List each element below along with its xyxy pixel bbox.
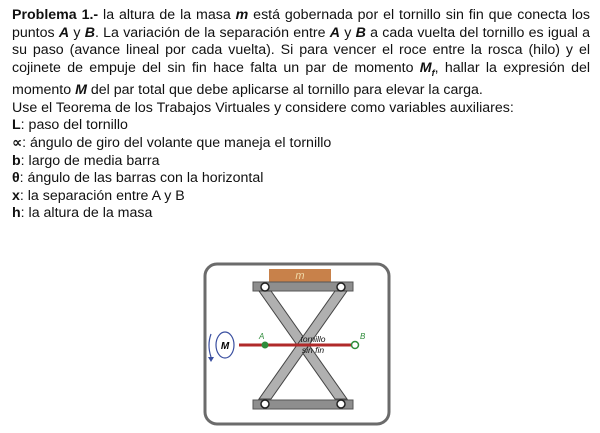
variable-item: θ: ángulo de las barras con la horizontal	[12, 170, 264, 187]
point-a-marker	[262, 342, 269, 349]
screw-label-line1: tornillo	[300, 334, 326, 344]
variable-item: x: la separación entre A y B	[12, 187, 185, 204]
variables-list	[12, 117, 590, 223]
top-right-pin	[337, 283, 345, 291]
instruction-text: Use el Teorema de los Trabajos Virtuales y considere como variables auxiliares:	[12, 99, 514, 116]
top-left-pin	[261, 283, 269, 291]
variable-item: L: paso del tornillo	[12, 117, 128, 134]
problem-document	[12, 7, 590, 223]
problem-title: Problema 1.-	[12, 7, 99, 23]
mass-label: m	[295, 270, 305, 282]
problem-statement: Problema 1.- la altura de la masa m está gobernada por el tornillo sin fin que conecta los puntos A y B. La variación de la separación entre A y B a cada vuelta del tornillo es igual a su paso (avance lineal por cada vuelta). Si para vencer el roce entre la rosca (hilo) y el cojinete de empuje del sin fin hace falta un par de momento $M_f$, hallar la expresión del momento M del par total que debe aplicarse al tornillo para elevar la carga.	[12, 7, 591, 99]
point-b-label: B	[360, 332, 366, 341]
screw-label-line2: sin fin	[301, 345, 325, 355]
variable-item: ∝: ángulo de giro del volante que maneja el tornillo	[12, 134, 332, 151]
moment-label: M	[220, 341, 230, 352]
point-a-label: A	[259, 332, 265, 341]
variable-item: h: la altura de la masa	[12, 205, 153, 222]
bottom-left-pin	[261, 400, 269, 408]
scissor-lift-figure	[203, 262, 393, 428]
point-b-marker	[352, 342, 359, 349]
bottom-right-pin	[337, 400, 345, 408]
variable-item: b: largo de media barra	[12, 152, 160, 169]
